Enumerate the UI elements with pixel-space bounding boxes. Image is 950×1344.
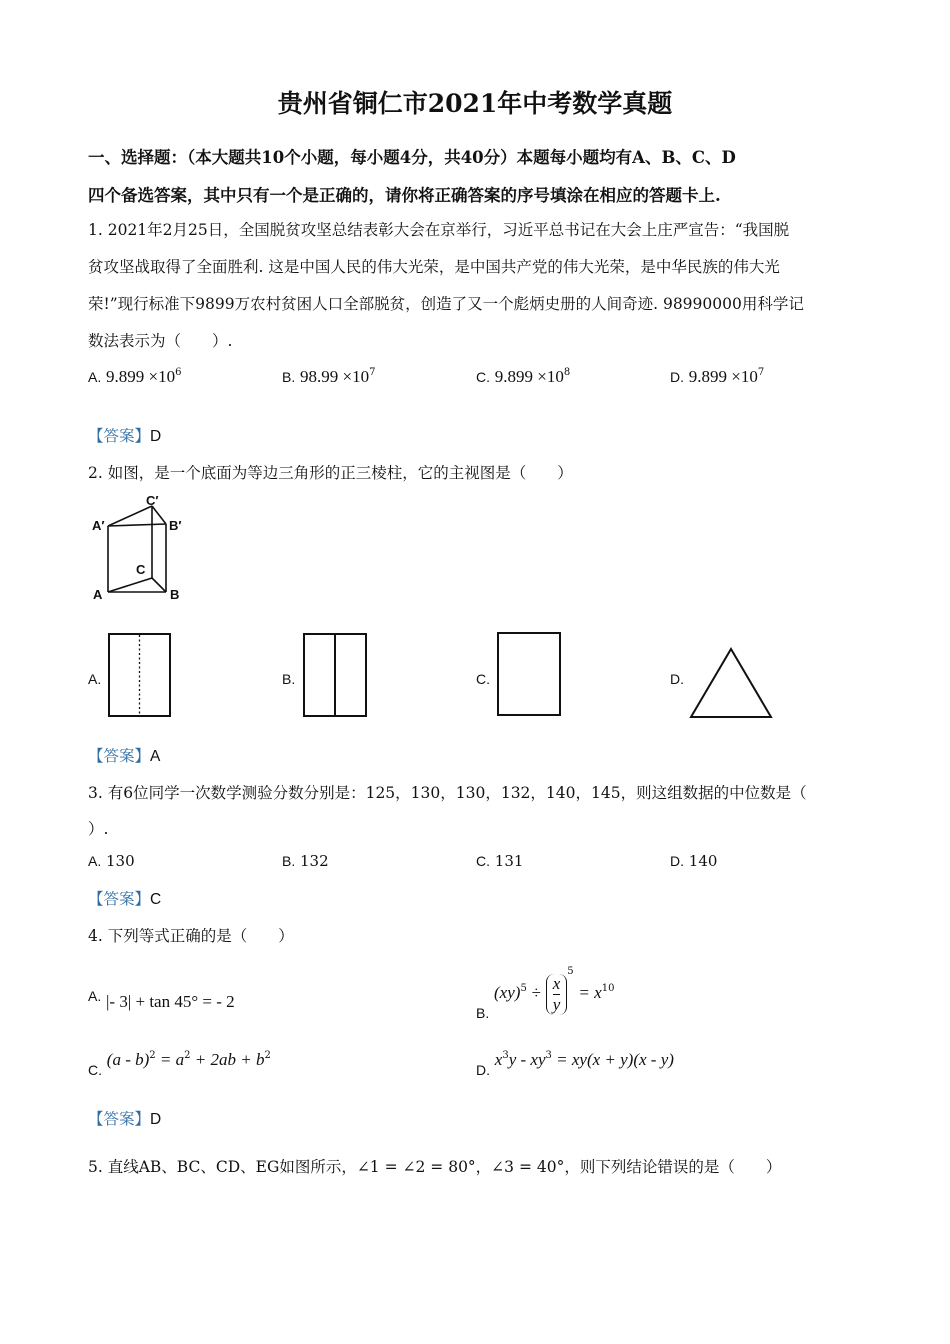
- section-instructions-line1: 一、选择题：（本大题共10个小题，每小题4分，共40分）本题每小题均有A、B、C、D: [88, 148, 736, 167]
- page-title: 贵州省铜仁市2021年中考数学真题: [277, 89, 673, 118]
- q1-option-d: D. $9.899 \times 10^7$: [670, 367, 765, 386]
- q2-option-b-figure: [303, 633, 369, 719]
- prism-label-c-prime: C′: [146, 493, 159, 508]
- q4-option-d: D. $x^3y - xy^3 = xy(x + y)(x - y)$: [476, 1050, 674, 1078]
- q4-option-b: B. (xy)$^5$ ÷ $\frac{x}{y}$ $^5 = x^{10}$: [476, 966, 615, 1021]
- q1-text-line2: 贫攻坚战取得了全面胜利. 这是中国人民的伟大光荣，是中国共产党的伟大光荣，是中华民族的伟大光: [88, 258, 780, 276]
- q1-option-a: A. $9.899 \times 10^6$: [88, 367, 182, 386]
- q2-answer: 【答案】A: [88, 747, 161, 765]
- q3-option-b: B. 132: [282, 852, 329, 870]
- q3-option-c: C. 131: [476, 852, 524, 870]
- q1-text-line4: 数法表示为（ ）.: [88, 332, 233, 350]
- section-instructions-line2: 四个备选答案，其中只有一个是正确的，请你将正确答案的序号填涂在相应的答题卡上.: [88, 186, 721, 205]
- q5-text: 5. 直线AB、BC、CD、EG如图所示，∠1 = ∠2 = 80°，∠3 = 40°，则下列结论错误的是（ ）: [88, 1158, 782, 1176]
- q4-b-fraction: $\frac{x}{y}$: [546, 974, 568, 1015]
- q2-option-a-label: A.: [88, 671, 102, 687]
- q2-option-c-label: C.: [476, 671, 490, 687]
- q2-option-a-figure: [108, 633, 172, 719]
- q4-option-a: A. |- 3| + tan 45° = - 2: [88, 988, 235, 1011]
- prism-label-b-prime: B′: [169, 518, 182, 533]
- prism-label-b: B: [170, 587, 180, 602]
- q1-text-line3: 荣!”现行标准下9899万农村贫困人口全部脱贫，创造了又一个彪炳史册的人间奇迹. 98990000用科学记: [88, 295, 804, 313]
- q4-option-c: C. $(a - b)^2 = a^2 + 2ab + b^2$: [88, 1050, 271, 1078]
- q1-text-line1: 1. 2021年2月25日，全国脱贫攻坚总结表彰大会在京举行，习近平总书记在大会上庄严宣告：“我国脱: [88, 221, 790, 239]
- q3-option-a: A. 130: [88, 852, 135, 870]
- q1-option-b: B. $98.99 \times 10^7$: [282, 367, 376, 386]
- q3-text-line2: ）.: [88, 820, 109, 838]
- prism-label-a: A: [93, 587, 103, 602]
- q1-answer: 【答案】D: [88, 427, 162, 445]
- q1-option-c: C. $9.899 \times 10^8$: [476, 367, 571, 386]
- prism-label-c: C: [136, 562, 146, 577]
- q3-option-d: D. 140: [670, 852, 718, 870]
- q2-option-d-figure: [689, 646, 775, 722]
- triangular-prism-figure: [88, 492, 198, 607]
- prism-label-a-prime: A′: [92, 518, 105, 533]
- q3-text-line1: 3. 有6位同学一次数学测验分数分别是：125，130，130，132，140，145，则这组数据的中位数是（: [88, 784, 807, 802]
- q4-answer: 【答案】D: [88, 1110, 162, 1128]
- q2-option-d-label: D.: [670, 671, 684, 687]
- q2-text: 2. 如图，是一个底面为等边三角形的正三棱柱，它的主视图是（ ）: [88, 464, 573, 482]
- q2-option-b-label: B.: [282, 671, 296, 687]
- q2-option-c-figure: [497, 632, 563, 718]
- q4-text: 4. 下列等式正确的是（ ）: [88, 927, 294, 945]
- q3-answer: 【答案】C: [88, 890, 162, 908]
